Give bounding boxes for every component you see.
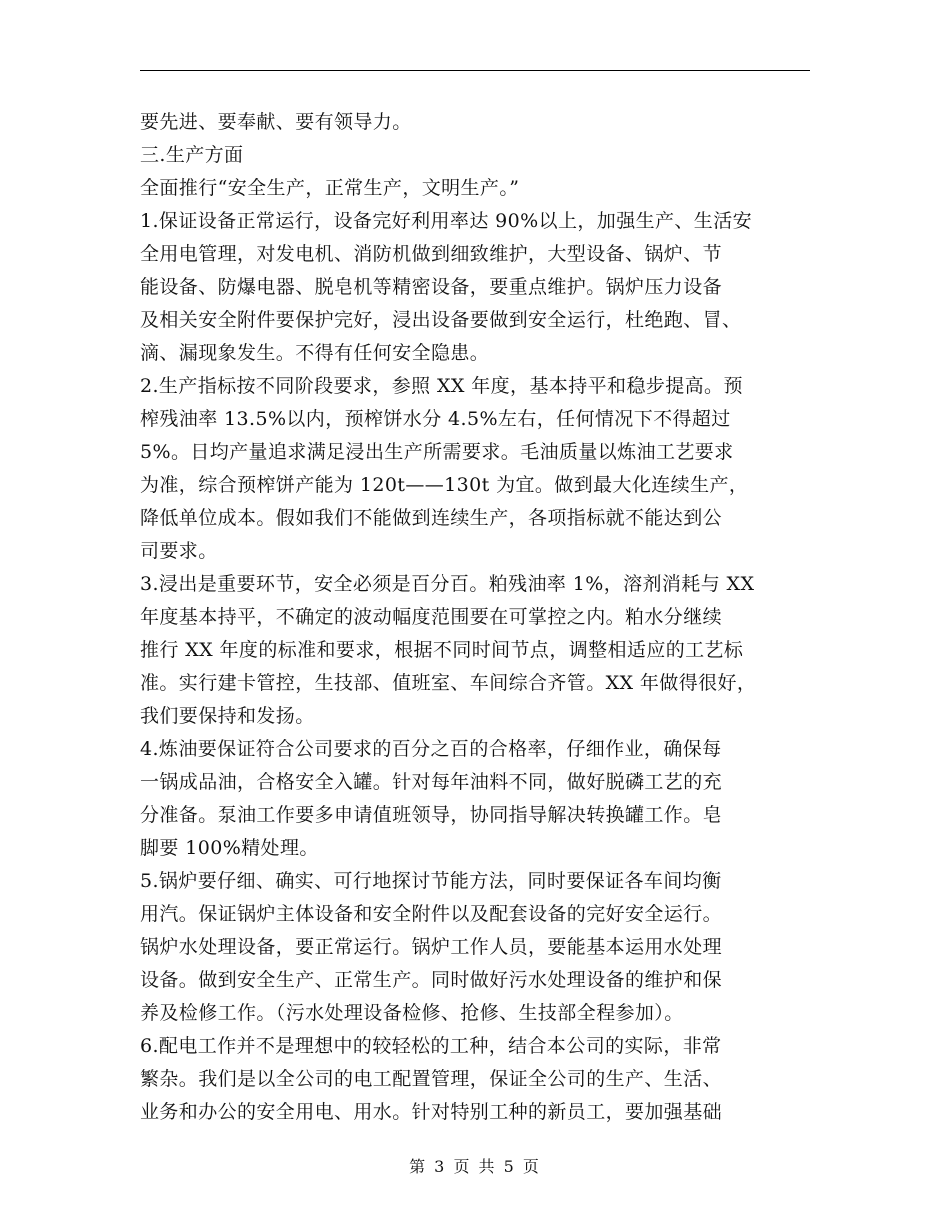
page-number: 第 3 页 共 5 页 (409, 1157, 541, 1176)
text-line: 为准，综合预榨饼产能为 120t——130t 为宜。做到最大化连续生产， (140, 474, 749, 496)
text-line: 设备。做到安全生产、正常生产。同时做好污水处理设备的维护和保 (140, 969, 723, 991)
text-line: 业务和办公的安全用电、用水。针对特别工种的新员工，要加强基础 (140, 1101, 723, 1123)
text-line: 脚要 100%精处理。 (140, 837, 319, 859)
text-line: 推行 XX 年度的标准和要求，根据不同时间节点，调整相适应的工艺标 (140, 639, 744, 661)
text-line: 繁杂。我们是以全公司的电工配置管理，保证全公司的生产、生活、 (140, 1068, 723, 1090)
text-line: 一锅成品油，合格安全入罐。针对每年油料不同，做好脱磷工艺的充 (140, 771, 723, 793)
text-line: 全面推行“安全生产，正常生产，文明生产。” (140, 177, 520, 199)
text-line: 1.保证设备正常运行，设备完好利用率达 90%以上，加强生产、生活安 (140, 210, 752, 232)
text-line: 准。实行建卡管控，生技部、值班室、车间综合齐管。XX 年做得很好， (140, 672, 757, 694)
text-line: 全用电管理，对发电机、消防机做到细致维护，大型设备、锅炉、节 (140, 243, 723, 265)
header-rule (140, 70, 810, 71)
text-line: 6.配电工作并不是理想中的较轻松的工种，结合本公司的实际，非常 (140, 1035, 722, 1057)
text-line: 养及检修工作。（污水处理设备检修、抢修、生技部全程参加）。 (140, 1002, 684, 1024)
text-line: 降低单位成本。假如我们不能做到连续生产，各项指标就不能达到公 (140, 507, 723, 529)
text-line: 3.浸出是重要环节，安全必须是百分百。粕残油率 1%，溶剂消耗与 XX (140, 573, 755, 595)
text-line: 用汽。保证锅炉主体设备和安全附件以及配套设备的完好安全运行。 (140, 903, 723, 925)
text-line: 榨残油率 13.5%以内，预榨饼水分 4.5%左右，任何情况下不得超过 (140, 408, 731, 430)
text-line: 2.生产指标按不同阶段要求，参照 XX 年度，基本持平和稳步提高。预 (140, 375, 743, 397)
text-line: 要先进、要奉献、要有领导力。 (140, 111, 412, 133)
text-line: 4.炼油要保证符合公司要求的百分之百的合格率，仔细作业，确保每 (140, 738, 722, 760)
text-line: 滴、漏现象发生。不得有任何安全隐患。 (140, 342, 490, 364)
section-heading: 三.生产方面 (140, 144, 244, 166)
text-line: 能设备、防爆电器、脱皂机等精密设备，要重点维护。锅炉压力设备 (140, 276, 723, 298)
text-line: 我们要保持和发扬。 (140, 705, 315, 727)
text-line: 5%。日均产量追求满足浸出生产所需要求。毛油质量以炼油工艺要求 (140, 441, 734, 463)
text-line: 5.锅炉要仔细、确实、可行地探讨节能方法，同时要保证各车间均衡 (140, 870, 722, 892)
text-line: 分准备。泵油工作要多申请值班领导，协同指导解决转换罐工作。皂 (140, 804, 723, 826)
text-line: 司要求。 (140, 540, 218, 562)
text-line: 年度基本持平，不确定的波动幅度范围要在可掌控之内。粕水分继续 (140, 606, 723, 628)
text-line: 锅炉水处理设备，要正常运行。锅炉工作人员，要能基本运用水处理 (140, 936, 723, 958)
document-body (140, 106, 810, 1129)
text-line: 及相关安全附件要保护完好，浸出设备要做到安全运行，杜绝跑、冒、 (140, 309, 742, 331)
